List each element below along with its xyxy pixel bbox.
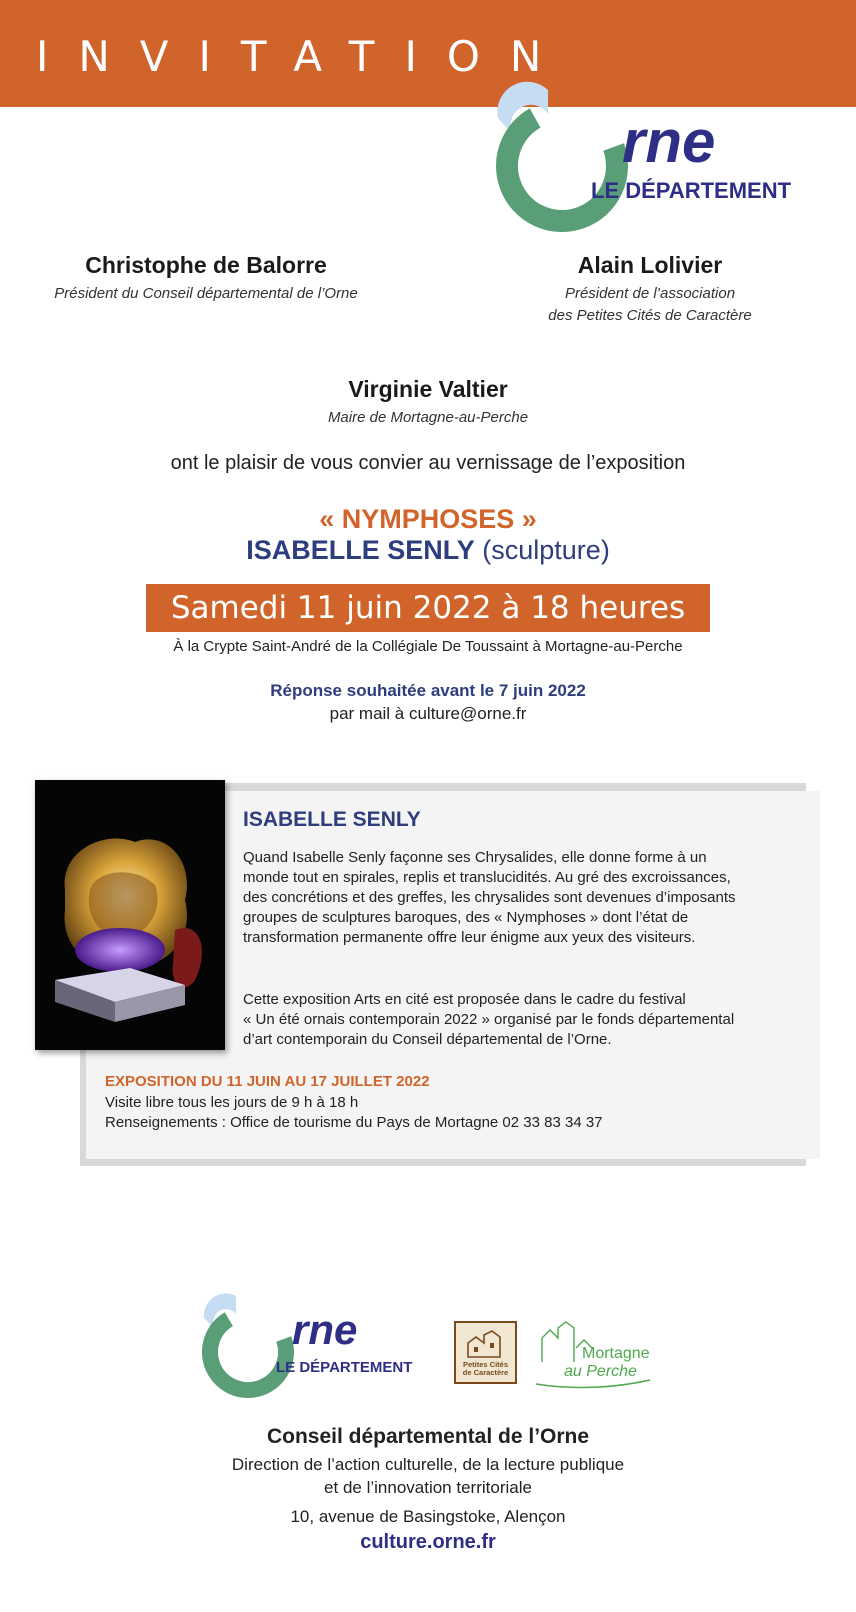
card-paragraph-1	[243, 848, 788, 948]
logo-word: rne	[292, 1306, 358, 1353]
petites-cites-emblem	[456, 1323, 515, 1382]
invitation-title: INVITATION	[36, 32, 572, 81]
paragraph-line: des concrétions et des greffes, les chrysalides sont devenues d’imposants	[243, 889, 736, 906]
host-name: Alain Lolivier	[577, 252, 723, 278]
orne-logo-footer	[200, 1290, 440, 1405]
card-paragraph-2	[243, 990, 788, 1050]
invitation-text: ont le plaisir de vous convier au vernissage de l’exposition	[170, 452, 686, 474]
host-role-line1: Président de l’association	[564, 285, 736, 302]
host-role: Président du Conseil départemental de l’Orne	[54, 285, 358, 302]
rsvp-deadline: Réponse souhaitée avant le 7 juin 2022	[270, 681, 586, 700]
event-date-banner: Samedi 11 juin 2022 à 18 heures	[146, 584, 710, 632]
petites-cites-logo	[454, 1321, 517, 1384]
host-valtier	[228, 376, 628, 429]
paragraph-line: groupes de sculptures baroques, des « Nymphoses » dont l’état de	[243, 909, 689, 926]
paragraph-line: d’art contemporain du Conseil départemental de l’Orne.	[243, 1031, 612, 1048]
artist-name: ISABELLE SENLY	[246, 535, 475, 565]
pcc-line2: de Caractère	[462, 1368, 509, 1377]
host-role-line2: des Petites Cités de Caractère	[548, 307, 752, 324]
logo-green-ring	[492, 96, 633, 237]
paragraph-line: monde tout en spirales, replis et translucidités. Au gré des excroissances,	[243, 869, 731, 886]
tourism-info: Renseignements : Office de tourisme du Pays de Mortagne 02 33 83 34 37	[105, 1114, 603, 1131]
mortagne-line1: Mortagne	[582, 1345, 650, 1362]
logo-green-ring	[200, 1303, 297, 1400]
exhibition-dates: EXPOSITION DU 11 JUIN AU 17 JUILLET 2022	[105, 1073, 430, 1090]
footer-org: Conseil départemental de l’Orne	[266, 1425, 590, 1448]
exhibition-artist-line	[0, 535, 856, 566]
paragraph-line: « Un été ornais contemporain 2022 » organisé par le fonds départemental	[243, 1011, 735, 1028]
exhibition-title: « NYMPHOSES »	[319, 504, 537, 534]
sculpture-image	[35, 780, 225, 1050]
host-name: Christophe de Balorre	[85, 252, 327, 278]
host-lolivier	[500, 252, 800, 327]
host-role: Maire de Mortagne-au-Perche	[327, 409, 529, 426]
footer-website-link[interactable]: culture.orne.fr	[360, 1531, 496, 1553]
visit-hours: Visite libre tous les jours de 9 h à 18 h	[105, 1094, 359, 1111]
paragraph-line: transformation permanente offre leur énigme aux yeux des visiteurs.	[243, 929, 696, 946]
host-balorre	[30, 252, 382, 305]
paragraph-line: Cette exposition Arts en cité est proposée dans le cadre du festival	[243, 991, 686, 1008]
logo-subtitle: LE DÉPARTEMENT	[591, 178, 792, 203]
sculpture-photo	[35, 780, 225, 1050]
footer-address: 10, avenue de Basingstoke, Alençon	[290, 1507, 566, 1526]
event-location: À la Crypte Saint-André de la Collégiale De Toussaint à Mortagne-au-Perche	[173, 638, 683, 655]
artist-discipline: (sculpture)	[482, 535, 610, 565]
footer-direction-line2: et de l’innovation territoriale	[324, 1478, 532, 1497]
footer-direction-line1: Direction de l’action culturelle, de la lecture publique	[231, 1455, 625, 1474]
mortagne-line2: au Perche	[564, 1363, 637, 1380]
orne-logo	[490, 78, 830, 238]
card-title: ISABELLE SENLY	[243, 808, 421, 831]
rsvp-contact: par mail à culture@orne.fr	[329, 704, 527, 723]
logo-subtitle: LE DÉPARTEMENT	[276, 1359, 413, 1376]
paragraph-line: Quand Isabelle Senly façonne ses Chrysalides, elle donne forme à un	[243, 849, 707, 866]
host-name: Virginie Valtier	[348, 376, 508, 402]
pcc-line1: Petites Cités	[462, 1360, 509, 1369]
logo-word: rne	[622, 108, 716, 175]
mortagne-logo	[534, 1318, 652, 1390]
